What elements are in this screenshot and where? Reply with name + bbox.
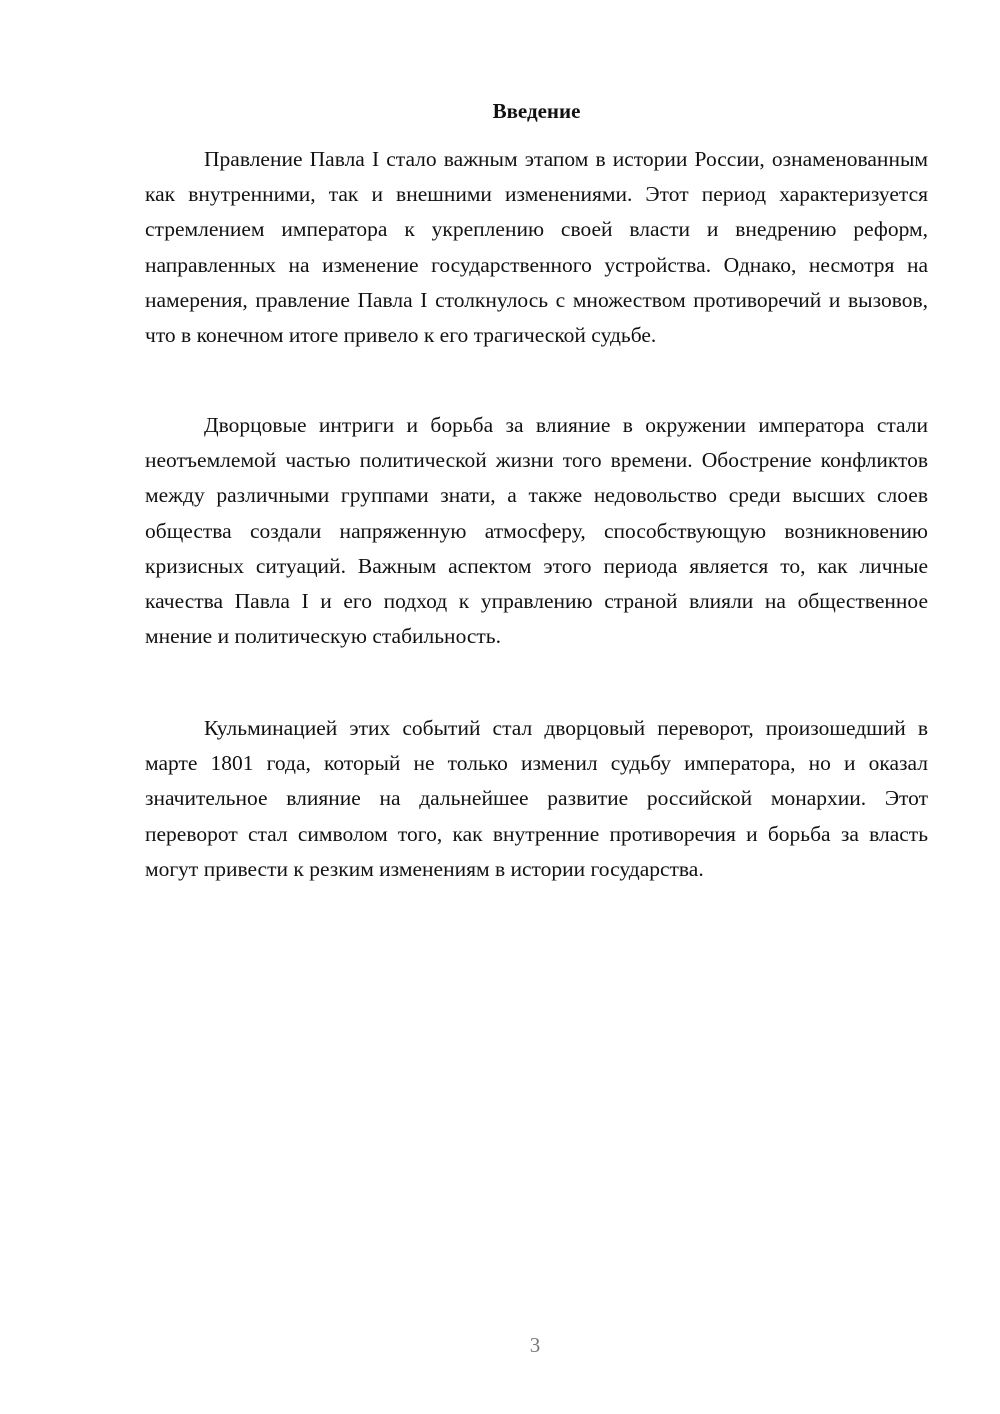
section-heading: Введение [492,99,581,123]
paragraph-1: Правление Павла I стало важным этапом в истории России, ознаменованным как внутренними, так и внешними изменениями. Этот период характеризуется стремлением императора к укреплению своей власти и внедрению реформ, направленных на изменение государственного устройства. Однако, несмотря на намерения, правление Павла I столкнулось с множеством противоречий и вызовов, что в конечном итоге привело к его трагической судьбе. [145,147,928,348]
page-number: 3 [529,1333,541,1357]
paragraph-2: Дворцовые интриги и борьба за влияние в окружении императора стали неотъемлемой частью политической жизни того времени. Обострение конфликтов между различными группами знати, а также недовольство среди высших слоев общества создали напряженную атмосферу, способствующую возникновению кризисных ситуаций. Важным аспектом этого периода является то, как личные качества Павла I и его подход к управлению страной влияли на общественное мнение и политическую стабильность. [145,413,928,649]
paragraph-3: Кульминацией этих событий стал дворцовый переворот, произошедший в марте 1801 года, который не только изменил судьбу императора, но и оказал значительное влияние на дальнейшее развитие российской монархии. Этот переворот стал символом того, как внутренние противоречия и борьба за власть могут привести к резким изменениям в истории государства. [145,716,928,881]
